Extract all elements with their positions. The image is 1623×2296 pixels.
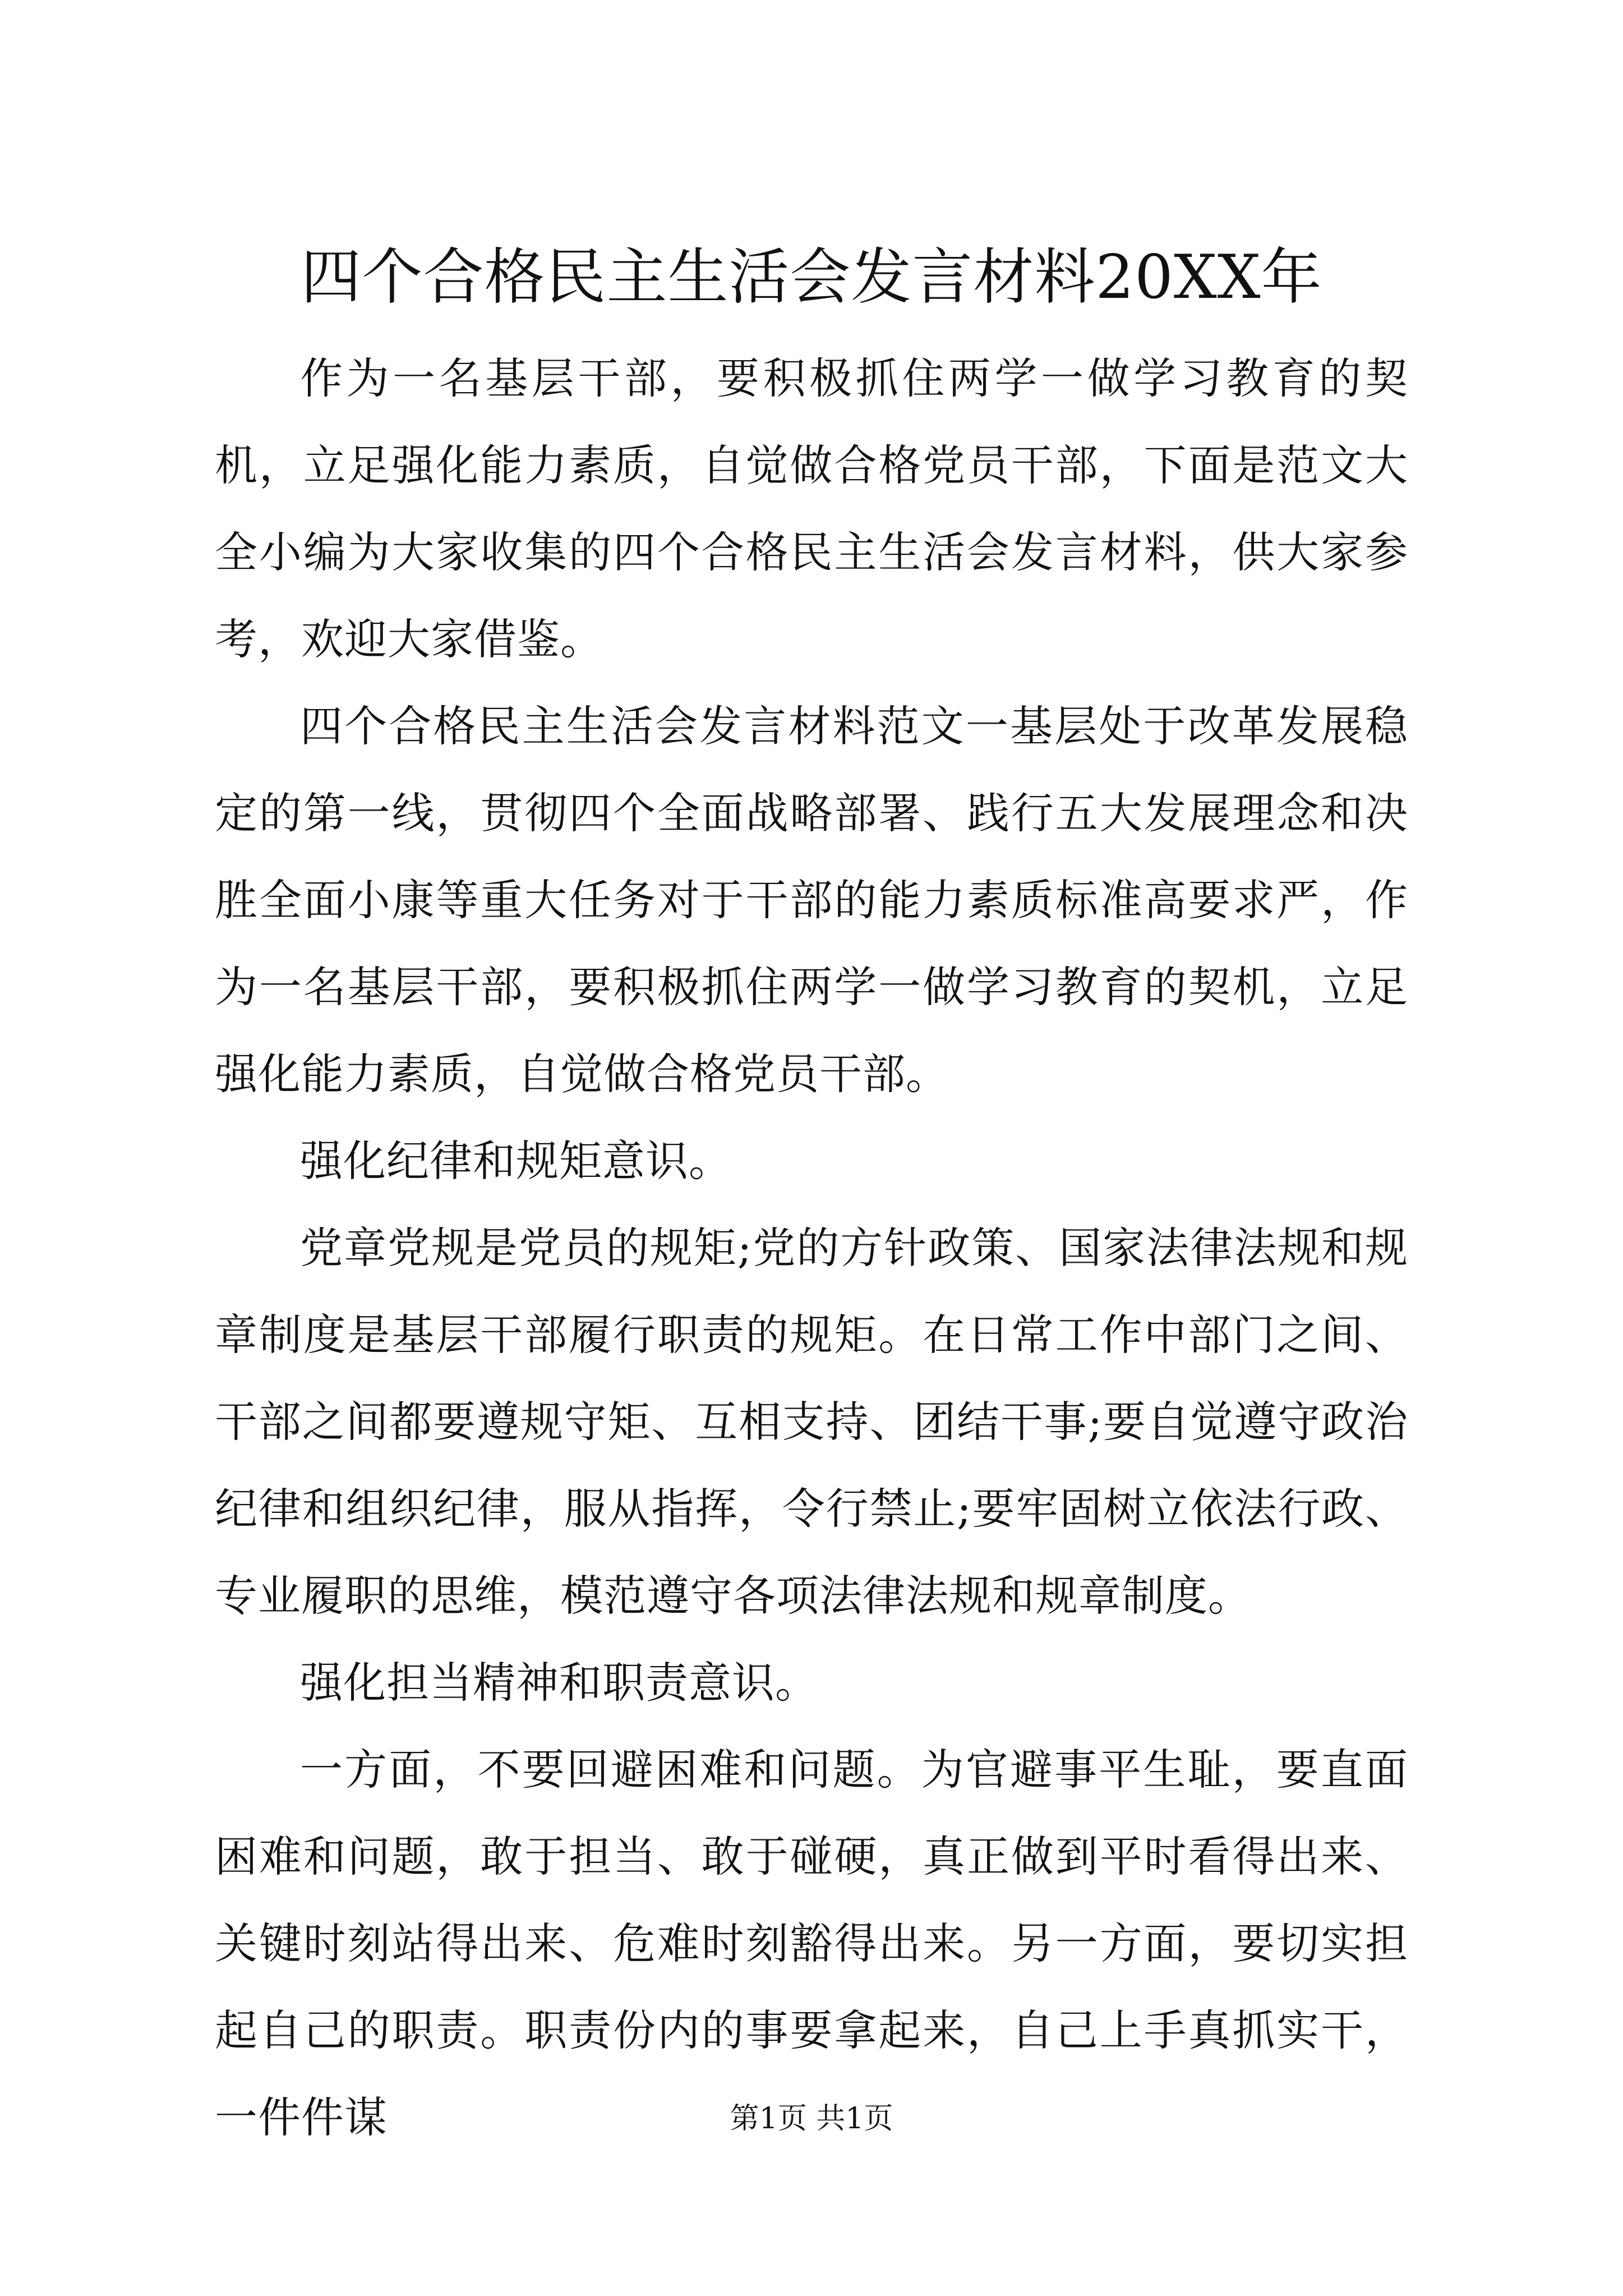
paragraph-discipline-details: 党章党规是党员的规矩;党的方针政策、国家法律法规和规章制度是基层干部履行职责的规矩。在日常工作中部门之间、干部之间都要遵规守矩、互相支持、团结干事;要自觉遵守政治纪律和组织纪律，服从指挥，令行禁止;要牢固树立依法行政、专业履职的思维，模范遵守各项法律法规和规章制度。 — [215, 1223, 1408, 1621]
page-footer: 第1页 共1页 — [730, 2102, 893, 2136]
paragraph-sample-one: 四个合格民主生活会发言材料范文一基层处于改革发展稳定的第一线，贯彻四个全面战略部署、践行五大发展理念和决胜全面小康等重大任务对于干部的能力素质标准高要求严，作为一名基层干部，要积极抓住两学一做学习教育的契机，立足强化能力素质，自觉做合格党员干部。 — [215, 701, 1408, 1099]
paragraph-heading-responsibility: 强化担当精神和职责意识。 — [300, 1658, 818, 1708]
document-title: 四个合格民主生活会发言材料20XX年 — [301, 242, 1322, 312]
paragraph-heading-discipline: 强化纪律和规矩意识。 — [300, 1136, 732, 1186]
document-body — [215, 335, 1408, 2161]
paragraph-intro: 作为一名基层干部，要积极抓住两学一做学习教育的契机，立足强化能力素质，自觉做合格党员干部，下面是范文大全小编为大家收集的四个合格民主生活会发言材料，供大家参考，欢迎大家借鉴。 — [215, 353, 1408, 664]
paragraph-responsibility-details: 一方面，不要回避困难和问题。为官避事平生耻，要直面困难和问题，敢于担当、敢于碰硬，真正做到平时看得出来、关键时刻站得出来、危难时刻豁得出来。另一方面，要切实担起自己的职责。职责份内的事要拿起来，自己上手真抓实干，一件件谋 — [215, 1745, 1408, 2142]
